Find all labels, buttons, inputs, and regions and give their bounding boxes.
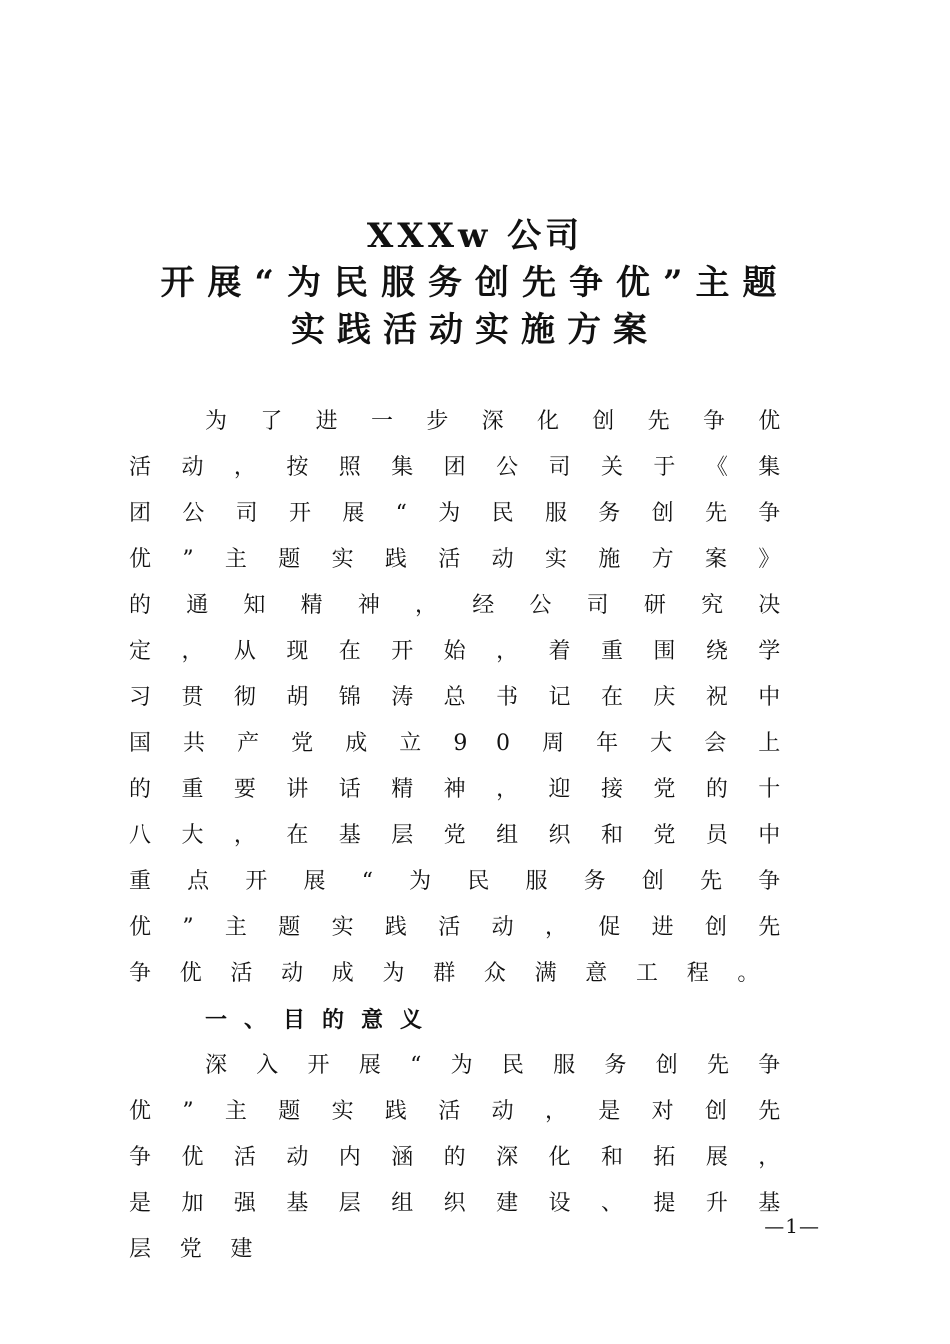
title-company: XXXw 公司 (366, 216, 584, 256)
section-heading-purpose: 一、目的意义 (205, 1007, 440, 1033)
intro-paragraph: 为了进一步深化创先争优活动，按照集团公司关于《集团公司开展“为民服务创先争优”主题实践活动实施方案》的通知精神，经公司研究决定，从现在开始，着重围绕学习贯彻胡锦涛总书记在庆祝中国共产党成立90周年大会上的重要讲话精神，迎接党的十八大，在基层党组织和党员中重点开展“为民服务创先争优”主题实践活动，促进创先争优活动成为群众满意工程。 (129, 409, 809, 986)
page-number: —1— (764, 1214, 820, 1238)
document-title (0, 213, 950, 354)
title-subtitle: 实践活动实施方案 (291, 310, 659, 350)
title-main: 开展“为民服务创先争优”主题 (160, 263, 790, 303)
purpose-paragraph: 深入开展“为民服务创先争优”主题实践活动，是对创先争优活动内涵的深化和拓展，是加强基层组织建设、提升基层党建 (129, 1053, 809, 1262)
document-body (129, 399, 809, 1273)
